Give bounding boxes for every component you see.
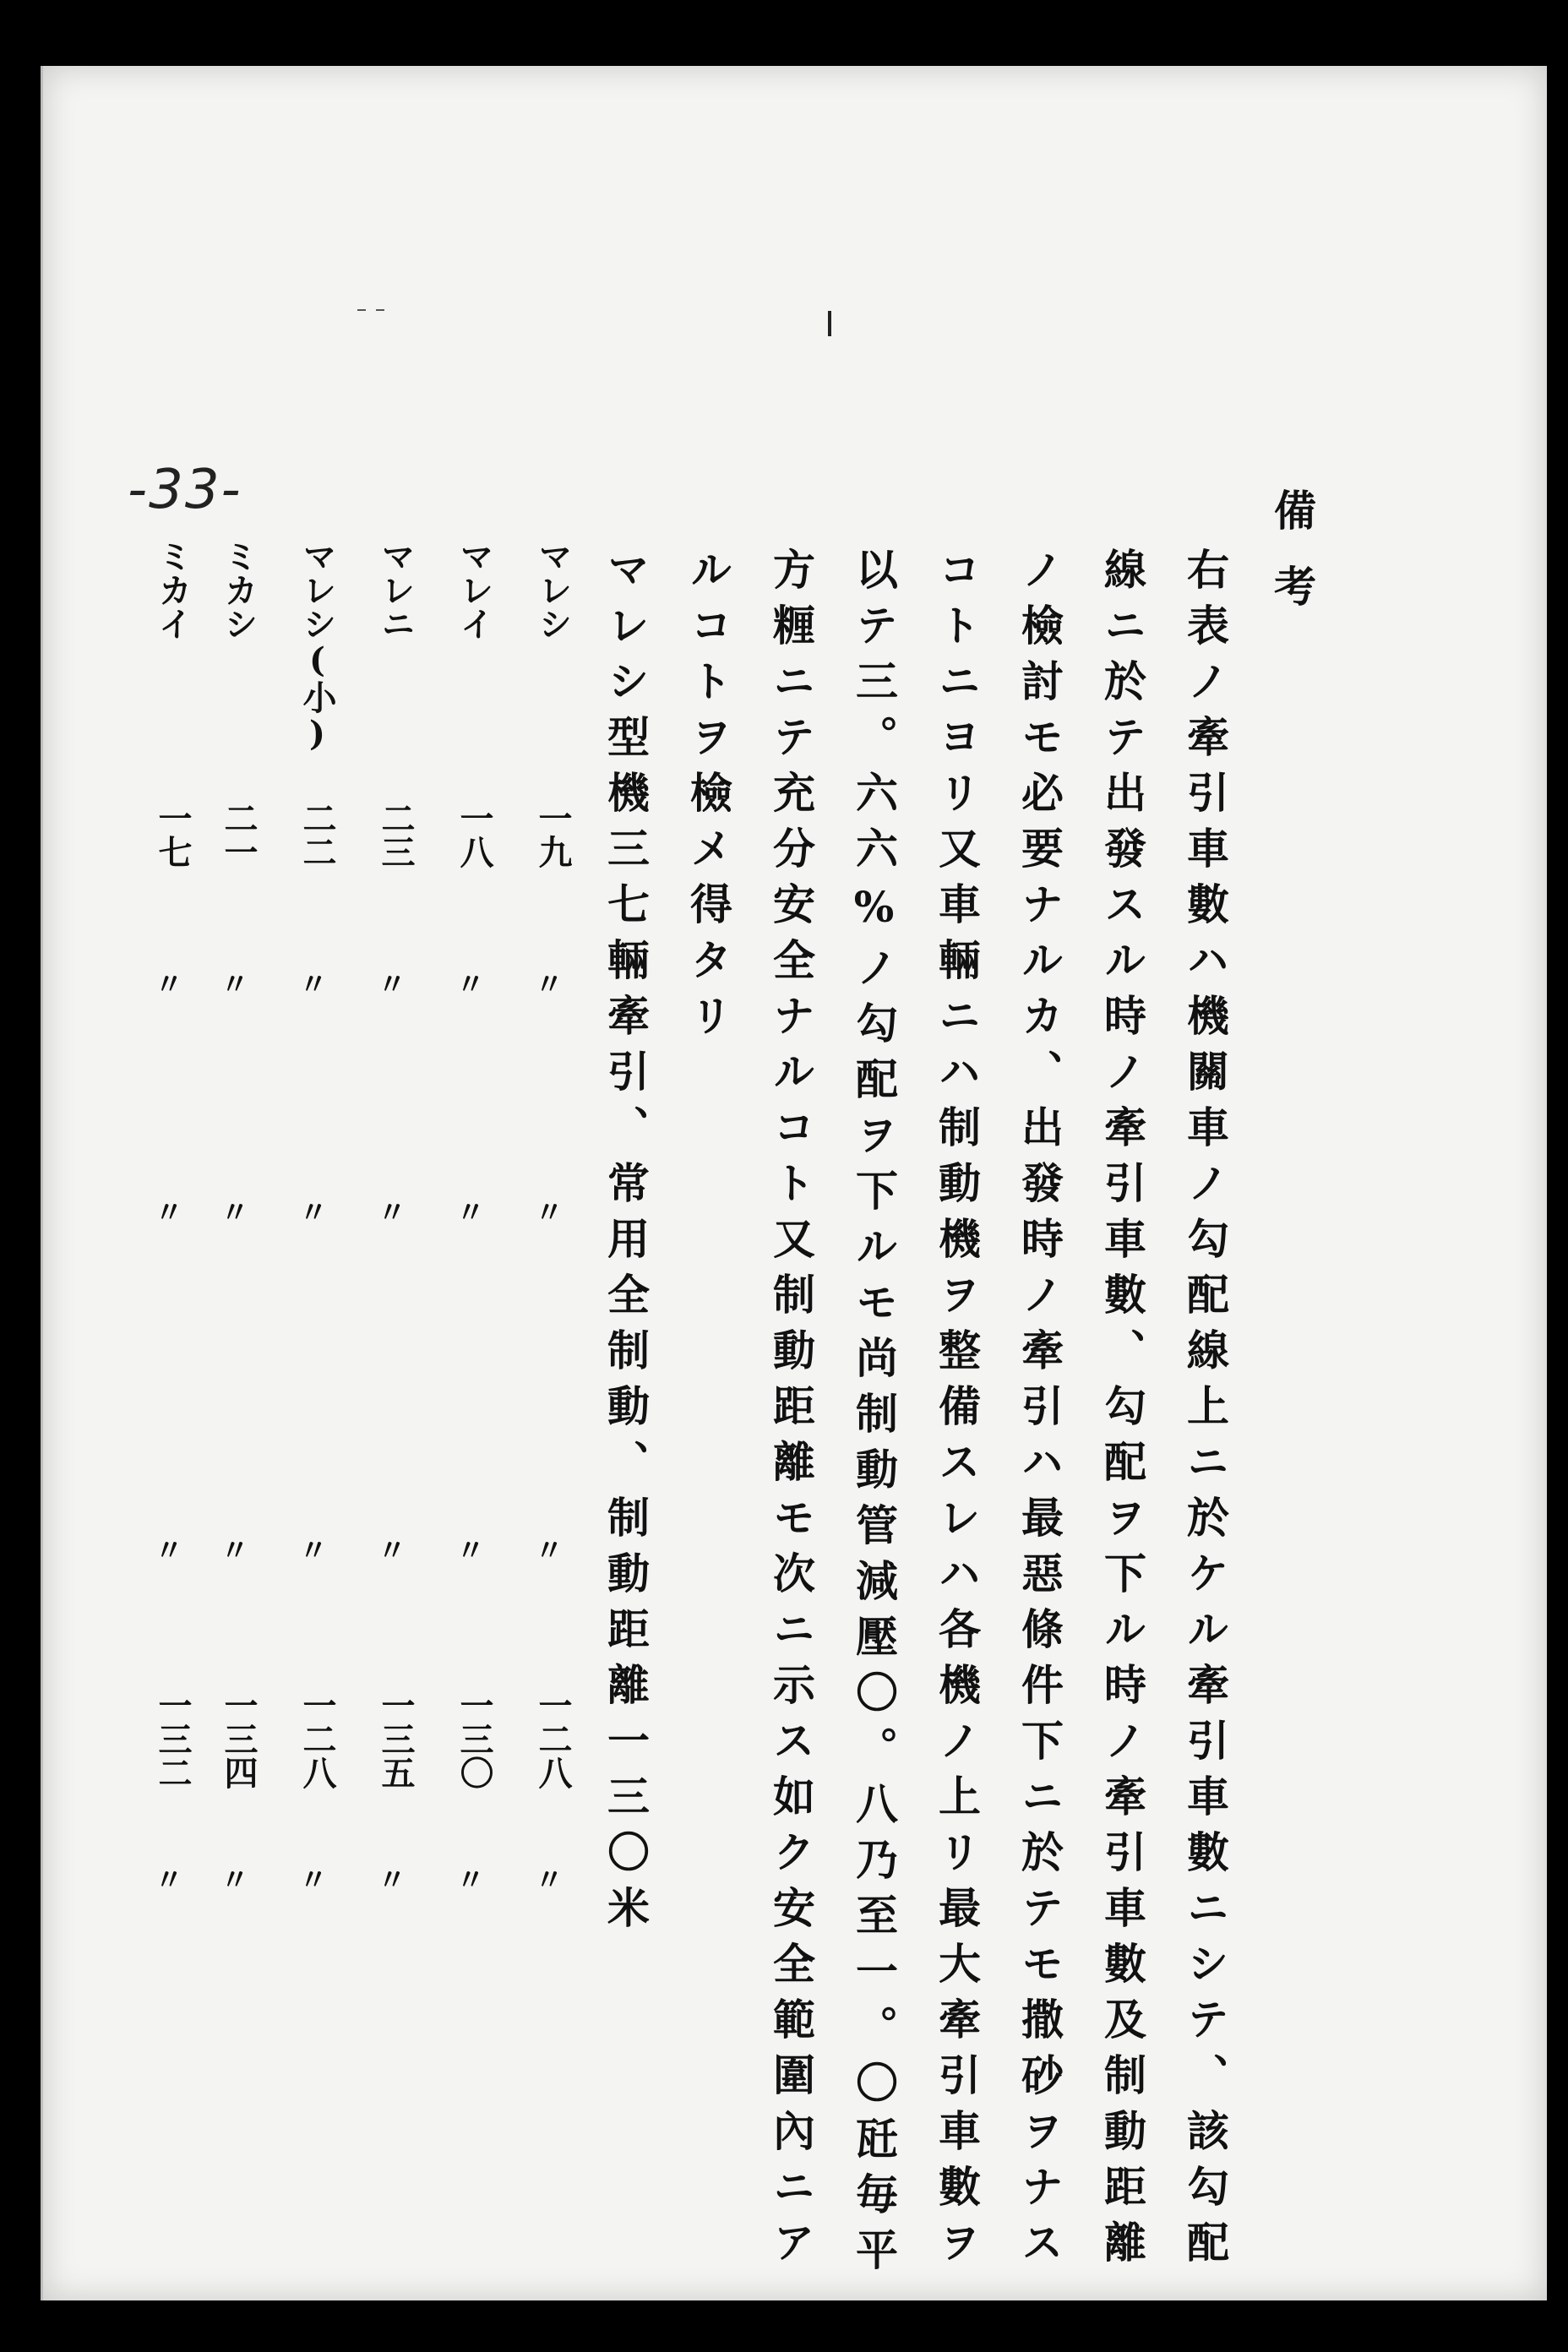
row-distance: 一二八 xyxy=(533,1688,573,1789)
ditto-mark: 〃 xyxy=(155,1864,183,1897)
remark-line-4: コトニヨリ又車輛ニハ制動機ヲ整備スレハ各機ノ上リ最大牽引車數ヲ xyxy=(932,547,982,2276)
ditto-mark: 〃 xyxy=(535,968,564,1002)
ditto-mark: 〃 xyxy=(456,968,485,1002)
ditto-mark: 〃 xyxy=(378,1534,406,1568)
ditto-mark: 〃 xyxy=(299,968,328,1002)
row-name: ミカイ xyxy=(153,539,193,640)
row-name: マレニ xyxy=(376,539,416,640)
ditto-mark: 〃 xyxy=(535,1196,564,1230)
row-qty: 一八 xyxy=(455,801,494,868)
row-distance: 一三五 xyxy=(376,1688,416,1789)
ditto-mark: 〃 xyxy=(220,1534,249,1568)
ditto-mark: 〃 xyxy=(155,1196,183,1230)
ditto-mark: 〃 xyxy=(299,1534,328,1568)
paper-sheet xyxy=(41,66,1547,2300)
row-distance: 一三二 xyxy=(153,1688,193,1789)
ditto-mark: 〃 xyxy=(378,968,406,1002)
row-name: マレシ(小) xyxy=(297,539,337,754)
ditto-mark: 〃 xyxy=(220,968,249,1002)
center-tick-mark xyxy=(828,311,831,336)
row-distance: 一二八 xyxy=(297,1688,337,1789)
row-distance: 一三〇 xyxy=(455,1688,494,1789)
row-qty: 二二 xyxy=(297,801,337,868)
row-qty: 一七 xyxy=(153,801,193,868)
remark-line-7: ルコトヲ檢メ得タリ xyxy=(683,547,733,1049)
ditto-mark: 〃 xyxy=(456,1196,485,1230)
row-qty: 一九 xyxy=(533,801,573,868)
ditto-mark: 〃 xyxy=(378,1196,406,1230)
row-distance: 一三四 xyxy=(219,1688,259,1789)
ditto-mark: 〃 xyxy=(535,1864,564,1897)
row-name: マレシ xyxy=(533,539,573,640)
ditto-mark: 〃 xyxy=(456,1534,485,1568)
remark-line-2: 線ニ於テ出發スル時ノ牽引車數、勾配ヲ下ル時ノ牽引車數及制動距離 xyxy=(1097,547,1147,2276)
remarks-header: 備考 xyxy=(1267,488,1317,640)
page-number: -33- xyxy=(128,459,242,521)
ditto-mark: 〃 xyxy=(220,1196,249,1230)
scan-mark xyxy=(376,309,384,311)
remark-line-3: ノ檢討モ必要ナルカ、出發時ノ牽引ハ最惡條件下ニ於テモ撒砂ヲナス xyxy=(1015,547,1064,2276)
ditto-mark: 〃 xyxy=(299,1864,328,1897)
row-name: ミカシ xyxy=(219,539,259,640)
ditto-mark: 〃 xyxy=(456,1864,485,1897)
ditto-mark: 〃 xyxy=(378,1864,406,1897)
row-name: マレイ xyxy=(455,539,494,640)
entry-mareshi-full: マレシ型機三七輛牽引、常用全制動、制動距離一三〇米 xyxy=(601,547,651,1941)
ditto-mark: 〃 xyxy=(155,968,183,1002)
ditto-mark: 〃 xyxy=(155,1534,183,1568)
remark-line-5: 以テ三。六六%ノ勾配ヲ下ルモ尚制動管減壓〇。八乃至一。〇瓩毎平 xyxy=(849,547,899,2284)
row-qty: 二一 xyxy=(219,801,259,868)
scan-mark xyxy=(357,309,366,311)
remark-line-6: 方糎ニテ充分安全ナルコト又制動距離モ次ニ示ス如ク安全範圍內ニア xyxy=(766,547,816,2276)
row-qty: 二三 xyxy=(376,801,416,868)
ditto-mark: 〃 xyxy=(535,1534,564,1568)
remark-line-1: 右表ノ牽引車數ハ機關車ノ勾配線上ニ於ケル牽引車數ニシテ、該勾配 xyxy=(1180,547,1230,2276)
ditto-mark: 〃 xyxy=(299,1196,328,1230)
ditto-mark: 〃 xyxy=(220,1864,249,1897)
